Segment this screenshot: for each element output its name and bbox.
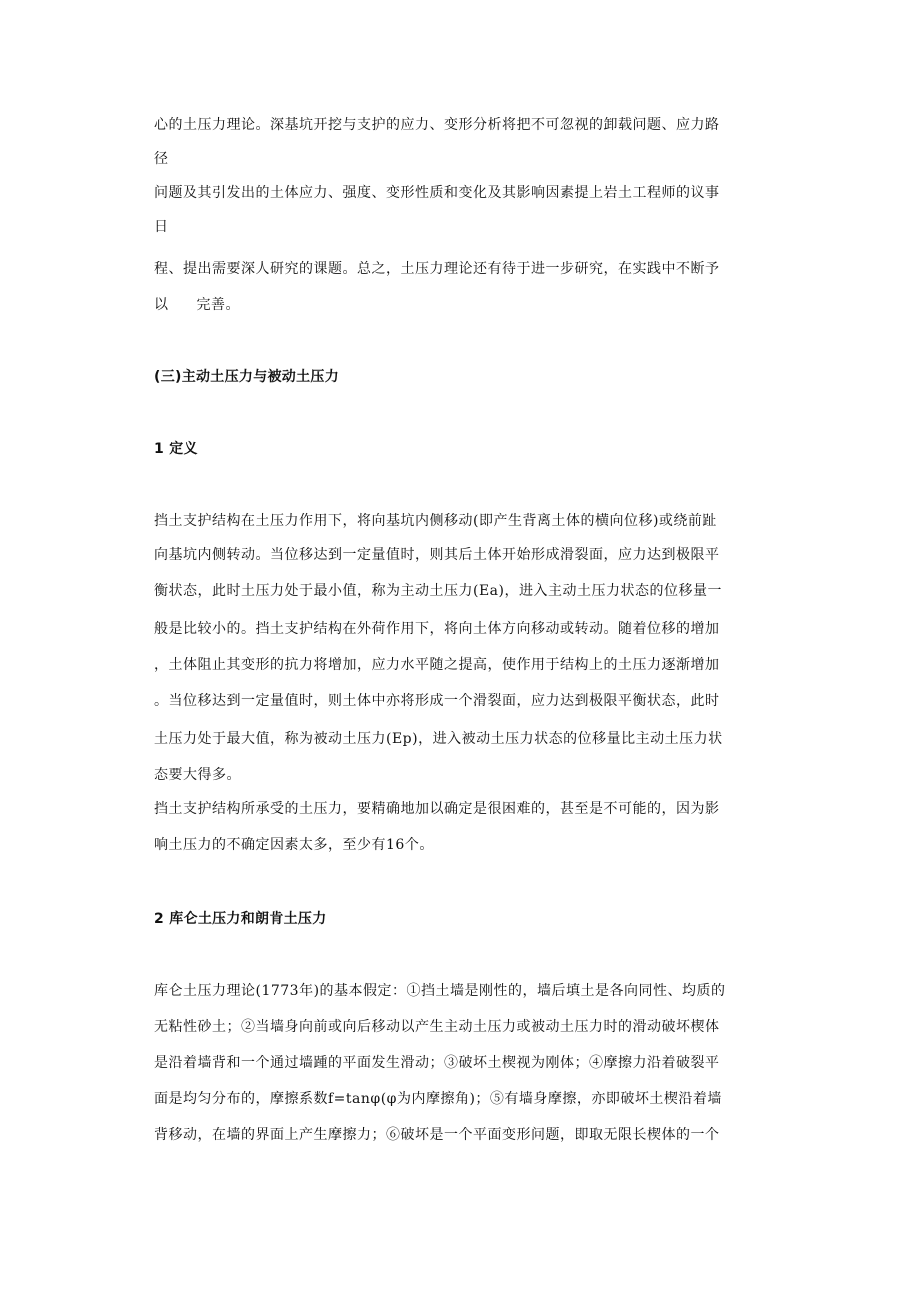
sub1-p1-line-7: 土压力处于最大值，称为被动土压力(Ep)，进入被动土压力状态的位移量比主动土压力状	[154, 731, 723, 747]
sub1-p2-line-2: 响土压力的不确定因素太多，至少有16个。	[154, 837, 434, 853]
intro-line-4: 日	[154, 219, 169, 235]
intro-line-6	[154, 296, 240, 314]
sub1-p1-line-3: 衡状态，此时土压力处于最小值，称为主动土压力(Ea)，进入主动土压力状态的位移量一	[154, 583, 722, 599]
sub1-p1-line-8: 态要大得多。	[154, 767, 241, 783]
intro-last-b: 完善。	[196, 297, 240, 313]
intro-line-3: 问题及其引发出的土体应力、强度、变形性质和变化及其影响因素提上岩土工程师的议事	[154, 185, 720, 201]
intro-line-1: 心的土压力理论。深基坑开挖与支护的应力、变形分析将把不可忽视的卸载问题、应力路	[154, 117, 720, 133]
sub1-p1-line-4: 般是比较小的。挡土支护结构在外荷作用下，将向土体方向移动或转动。随着位移的增加	[154, 621, 720, 637]
sub2-p1-line-3: 是沿着墙背和一个通过墙踵的平面发生滑动；③破坏土楔视为刚体；④摩擦力沿着破裂平	[154, 1055, 720, 1071]
sub2-p1-line-1: 库仑土压力理论(1773年)的基本假定：①挡土墙是刚性的，墙后填土是各向同性、均质的	[154, 983, 726, 999]
sub2-p1-line-5: 背移动，在墙的界面上产生摩擦力；⑥破坏是一个平面变形问题，即取无限长楔体的一个	[154, 1127, 720, 1143]
sub1-p2-line-1: 挡土支护结构所承受的土压力，要精确地加以确定是很困难的，甚至是不可能的，因为影	[154, 801, 720, 817]
section-heading: (三)主动土压力与被动土压力	[154, 369, 339, 385]
intro-line-2: 径	[154, 151, 169, 167]
sub1-p1-line-2: 向基坑内侧转动。当位移达到一定量值时，则其后土体开始形成滑裂面，应力达到极限平	[154, 547, 720, 563]
sub2-p1-line-2: 无粘性砂土；②当墙身向前或向后移动以产生主动土压力或被动土压力时的滑动破坏楔体	[154, 1019, 720, 1035]
sub2-p1-line-4: 面是均匀分布的，摩擦系数f=tanφ(φ为内摩擦角)；⑤有墙身摩擦，亦即破坏土楔沿着墙	[154, 1091, 722, 1107]
sub1-p1-line-6: 。当位移达到一定量值时，则土体中亦将形成一个滑裂面，应力达到极限平衡状态，此时	[154, 693, 720, 709]
sub1-p1-line-1: 挡土支护结构在土压力作用下，将向基坑内侧移动(即产生背离土体的横向位移)或绕前趾	[154, 513, 717, 529]
subsection-2-heading: 2 库仑土压力和朗肯土压力	[154, 911, 327, 927]
intro-last-a: 以	[154, 297, 169, 313]
sub1-p1-line-5: ，土体阻止其变形的抗力将增加，应力水平随之提高，使作用于结构上的土压力逐渐增加	[154, 657, 720, 673]
subsection-1-heading: 1 定义	[154, 441, 198, 457]
intro-line-5: 程、提出需要深人研究的课题。总之，土压力理论还有待于进一步研究，在实践中不断予	[154, 261, 720, 277]
